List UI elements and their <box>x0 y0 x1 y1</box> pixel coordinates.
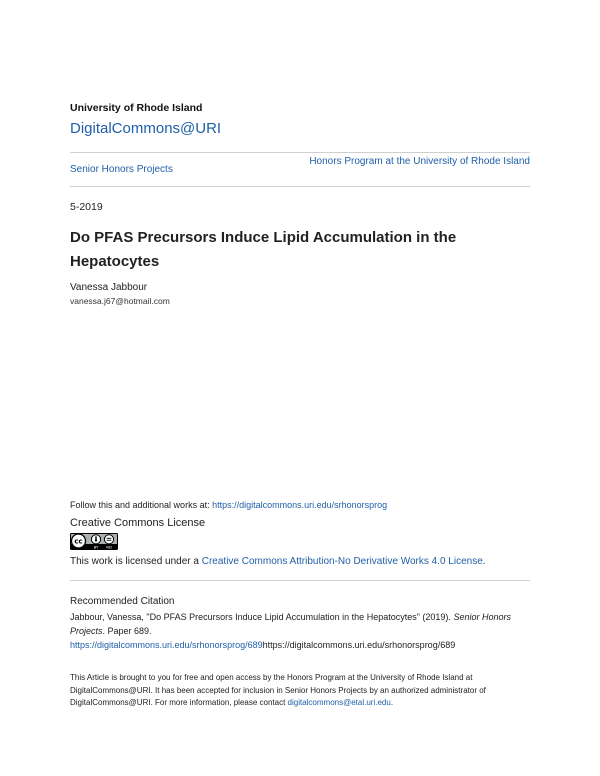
citation-block <box>70 610 532 652</box>
contact-email-link[interactable]: digitalcommons@etal.uri.edu <box>287 698 391 707</box>
badge-nd-label: ND <box>106 544 112 550</box>
access-notice-end: . <box>390 698 394 707</box>
badge-by-label: BY <box>93 544 99 550</box>
follow-link[interactable]: https://digitalcommons.uri.edu/srhonorsprog <box>212 500 388 510</box>
divider-bottom <box>70 186 530 187</box>
citation-link[interactable]: https://digitalcommons.uri.edu/srhonorsprog/689 <box>70 640 263 650</box>
citation-text: Jabbour, Vanessa, "Do PFAS Precursors Induce Lipid Accumulation in the Hepatocytes" (2019). <box>70 612 454 622</box>
article-title: Do PFAS Precursors Induce Lipid Accumulation in the Hepatocytes <box>70 229 457 270</box>
repository-link[interactable]: DigitalCommons@URI <box>70 120 222 137</box>
author-name: Vanessa Jabbour <box>70 282 148 293</box>
license-link[interactable]: Creative Commons Attribution-No Derivative Works 4.0 License <box>201 556 483 567</box>
follow-line <box>70 500 387 510</box>
publication-date: 5-2019 <box>70 201 103 213</box>
license-text-before: This work is licensed under a <box>70 556 202 567</box>
access-notice-text: This Article is brought to you for free and open access by the Honors Program at the University of Rhode Island at DigitalCommons@URI. It has been accepted for inclusion in Senior Honors Projects by an authorized administrator of DigitalCommons@URI. For more information, please contact <box>70 673 486 707</box>
license-heading: Creative Commons License <box>70 517 206 529</box>
citation-paper: . Paper 689. <box>102 626 152 636</box>
series-link-senior-honors[interactable]: Senior Honors Projects <box>70 164 173 175</box>
citation-series: Senior Honors Projects <box>70 612 511 636</box>
license-text-after: . <box>482 556 486 567</box>
author-email: vanessa.j67@hotmail.com <box>70 296 170 306</box>
divider-citation <box>70 580 530 581</box>
divider-top <box>70 152 530 153</box>
license-statement <box>70 556 486 567</box>
series-link-honors-program[interactable]: Honors Program at the University of Rhode Island <box>309 156 530 167</box>
institution-name: University of Rhode Island <box>70 102 203 114</box>
citation-heading: Recommended Citation <box>70 596 175 607</box>
cc-by-nd-badge-icon[interactable] <box>70 533 118 550</box>
follow-text: Follow this and additional works at: <box>70 500 213 510</box>
citation-link-plain: https://digitalcommons.uri.edu/srhonorsprog/689 <box>262 640 456 650</box>
svg-text:cc: cc <box>74 537 83 546</box>
access-notice <box>70 672 532 710</box>
